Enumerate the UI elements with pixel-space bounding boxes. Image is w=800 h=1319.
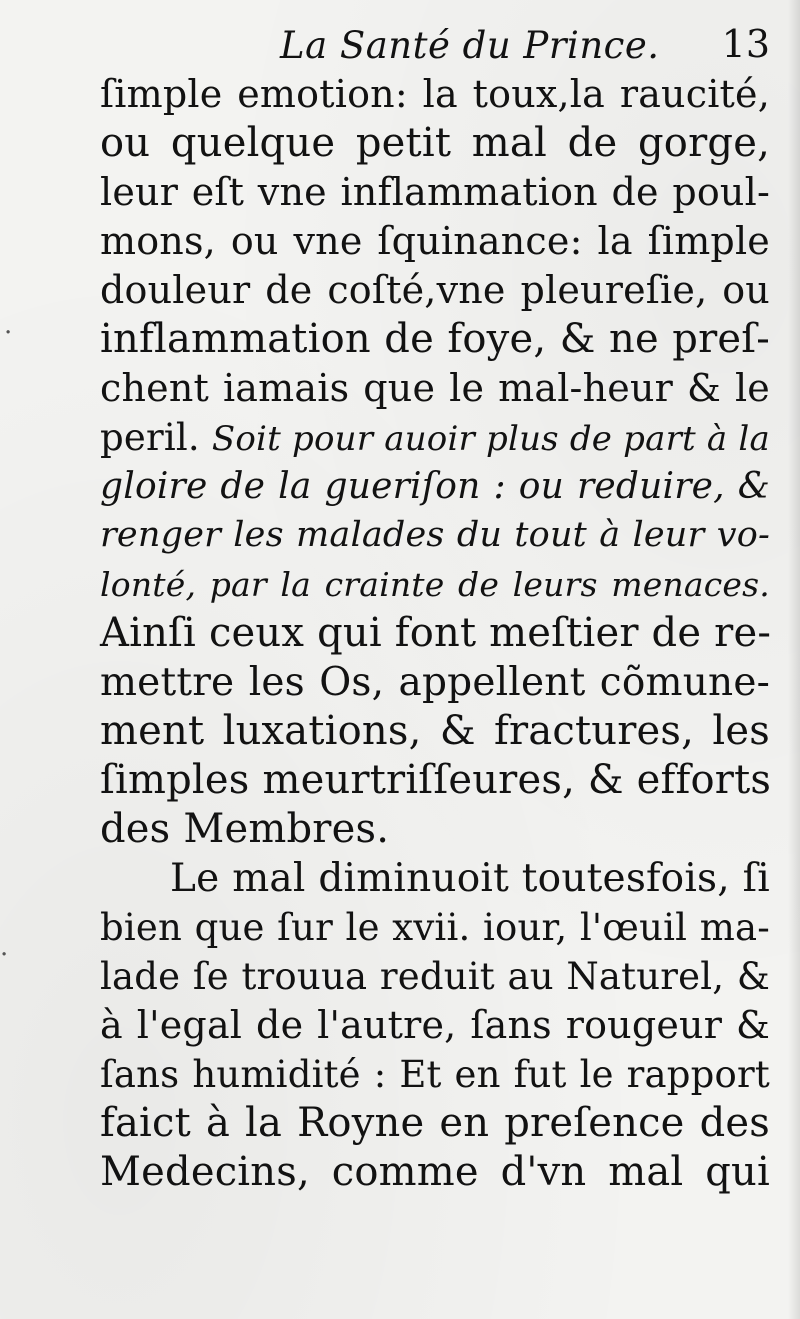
text-line-mixed bbox=[100, 413, 770, 462]
text-line: leur eſt vne inflammation de poul- bbox=[100, 170, 770, 214]
text-line: mettre les Os, appellent cõmune- bbox=[100, 660, 770, 705]
text-line: ſimple emotion: la toux,la raucité, bbox=[100, 72, 770, 116]
text-line: ſans humidité : Et en fut le rapport bbox=[100, 1053, 770, 1096]
text-line: bien que ſur le xvii. iour, l'œuil ma- bbox=[100, 906, 770, 949]
text-line: ment luxations, & fractures, les bbox=[100, 708, 770, 754]
italic-text-line: gloire de la gueriſon : ou reduire, & bbox=[100, 466, 770, 507]
text-line: mons, ou vne ſquinance: la ſimple bbox=[100, 219, 770, 263]
text-line-italic-part: Soit pour auoir plus de part à la bbox=[211, 419, 770, 459]
page-edge-shadow bbox=[788, 0, 800, 1319]
margin-mark: · bbox=[0, 940, 9, 970]
running-title: La Santé du Prince. bbox=[280, 24, 660, 67]
body-text bbox=[100, 70, 770, 1197]
text-line: inflammation de foye, & ne preſ- bbox=[100, 316, 770, 362]
italic-text-line: renger les malades du tout à leur vo- bbox=[100, 515, 770, 555]
text-line: des Membres. bbox=[100, 806, 390, 852]
text-line: lade ſe trouua reduit au Naturel, & bbox=[100, 955, 770, 998]
text-line: Medecins, comme d'vn mal qui bbox=[100, 1149, 770, 1195]
page-header bbox=[270, 18, 770, 70]
text-line: ou quelque petit mal de gorge, bbox=[100, 120, 770, 166]
page-number: 13 bbox=[721, 22, 770, 66]
margin-mark: · bbox=[4, 318, 13, 348]
italic-text-line: lonté, par la crainte de leurs menaces. bbox=[100, 565, 770, 604]
text-line: douleur de coſté,vne pleureſie, ou bbox=[100, 268, 770, 312]
paragraph-first-line: Le mal diminuoit toutesfois, ſi bbox=[170, 856, 770, 901]
text-line: à l'egal de l'autre, ſans rougeur & bbox=[100, 1003, 770, 1047]
text-line: faict à la Royne en preſence des bbox=[100, 1100, 770, 1146]
text-line: Ainſi ceux qui font meſtier de re- bbox=[100, 610, 772, 656]
text-line: chent iamais que le mal-heur & le bbox=[100, 366, 770, 410]
text-line: ſimples meurtriſſeures, & efforts bbox=[100, 757, 772, 803]
text-line-roman-part: peril. bbox=[100, 416, 200, 459]
